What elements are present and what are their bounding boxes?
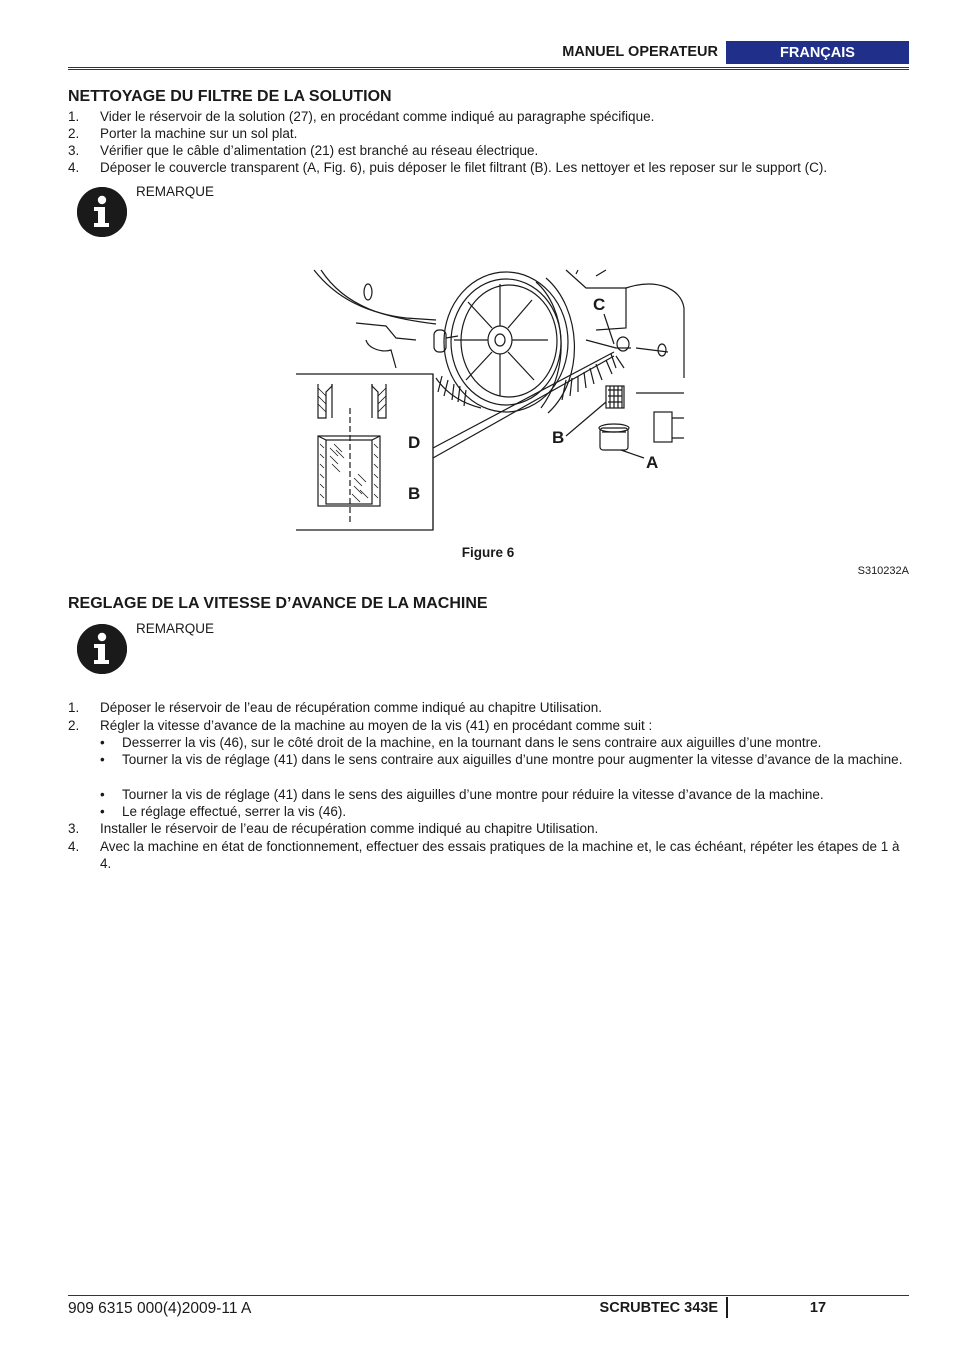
footer-rule [68,1295,909,1296]
bullet-text: Le réglage effectué, serrer la vis (46). [122,804,347,819]
bullet-text: Tourner la vis de réglage (41) dans le sens contraire aux aiguilles d’une montre pour augmenter la vitesse d’avance de la machine. [122,752,903,767]
note-label: REMARQUE [136,621,215,636]
footer-doc-code: 909 6315 000(4)2009-11 A [68,1300,252,1317]
figure-6-illustration [296,268,686,532]
note-label: REMARQUE [136,184,215,199]
header-rule-secondary [68,69,909,70]
step-number: 4. [68,160,80,175]
step-text: Avec la machine en état de fonctionnement, effectuer des essais pratiques de la machine et, le cas échéant, répéter les étapes de 1 à 4. [100,839,900,871]
step-number: 2. [68,718,80,733]
footer-separator [726,1297,728,1318]
step-number: 1. [68,109,80,124]
step-text: Déposer le couvercle transparent (A, Fig. 6), puis déposer le filet filtrant (B). Les nettoyer et les reposer sur le support (C). [100,160,828,175]
step-number: 3. [68,143,80,158]
info-icon [77,624,127,674]
footer-model-name: SCRUBTEC 343E [599,1300,718,1316]
page-number: 17 [809,1300,827,1316]
step-number: 4. [68,839,80,854]
bullet-marker: • [100,787,105,802]
filter-assembly-drawing [296,268,686,532]
step-text: Vider le réservoir de la solution (27), en procédant comme indiqué au paragraphe spécifique. [100,109,655,124]
info-icon [77,187,127,237]
step-number: 2. [68,126,80,141]
bullet-text: Desserrer la vis (46), sur le côté droit de la machine, en la tournant dans le sens contraire aux aiguilles d’une montre. [122,735,822,750]
step-text: Vérifier que le câble d’alimentation (21) est branché au réseau électrique. [100,143,539,158]
bullet-marker: • [100,752,105,767]
step-text: Porter la machine sur un sol plat. [100,126,298,141]
section-title-speed: REGLAGE DE LA VITESSE D’AVANCE DE LA MACHINE [68,595,488,612]
step-number: 1. [68,700,80,715]
figure-caption: Figure 6 [461,545,515,560]
figure-label-b-right: B [552,428,565,447]
bullet-marker: • [100,735,105,750]
figure-label-a: A [646,453,659,472]
step-text: Installer le réservoir de l’eau de récupération comme indiqué au chapitre Utilisation. [100,821,599,836]
figure-label-d: D [408,433,421,452]
figure-code: S310232A [857,565,909,577]
header-manual-title: MANUEL OPERATEUR [562,44,718,60]
header-rule [68,67,909,68]
bullet-text: Tourner la vis de réglage (41) dans le sens des aiguilles d’une montre pour réduire la vitesse d’avance de la machine. [122,787,824,802]
figure-label-c: C [593,295,606,314]
step-text: Déposer le réservoir de l’eau de récupération comme indiqué au chapitre Utilisation. [100,700,603,715]
figure-label-b-left: B [408,484,421,503]
section-title-filter: NETTOYAGE DU FILTRE DE LA SOLUTION [68,88,392,105]
bullet-marker: • [100,804,105,819]
step-number: 3. [68,821,80,836]
step-text: Régler la vitesse d’avance de la machine au moyen de la vis (41) en procédant comme suit : [100,718,653,733]
header-language-badge: FRANÇAIS [726,41,909,64]
